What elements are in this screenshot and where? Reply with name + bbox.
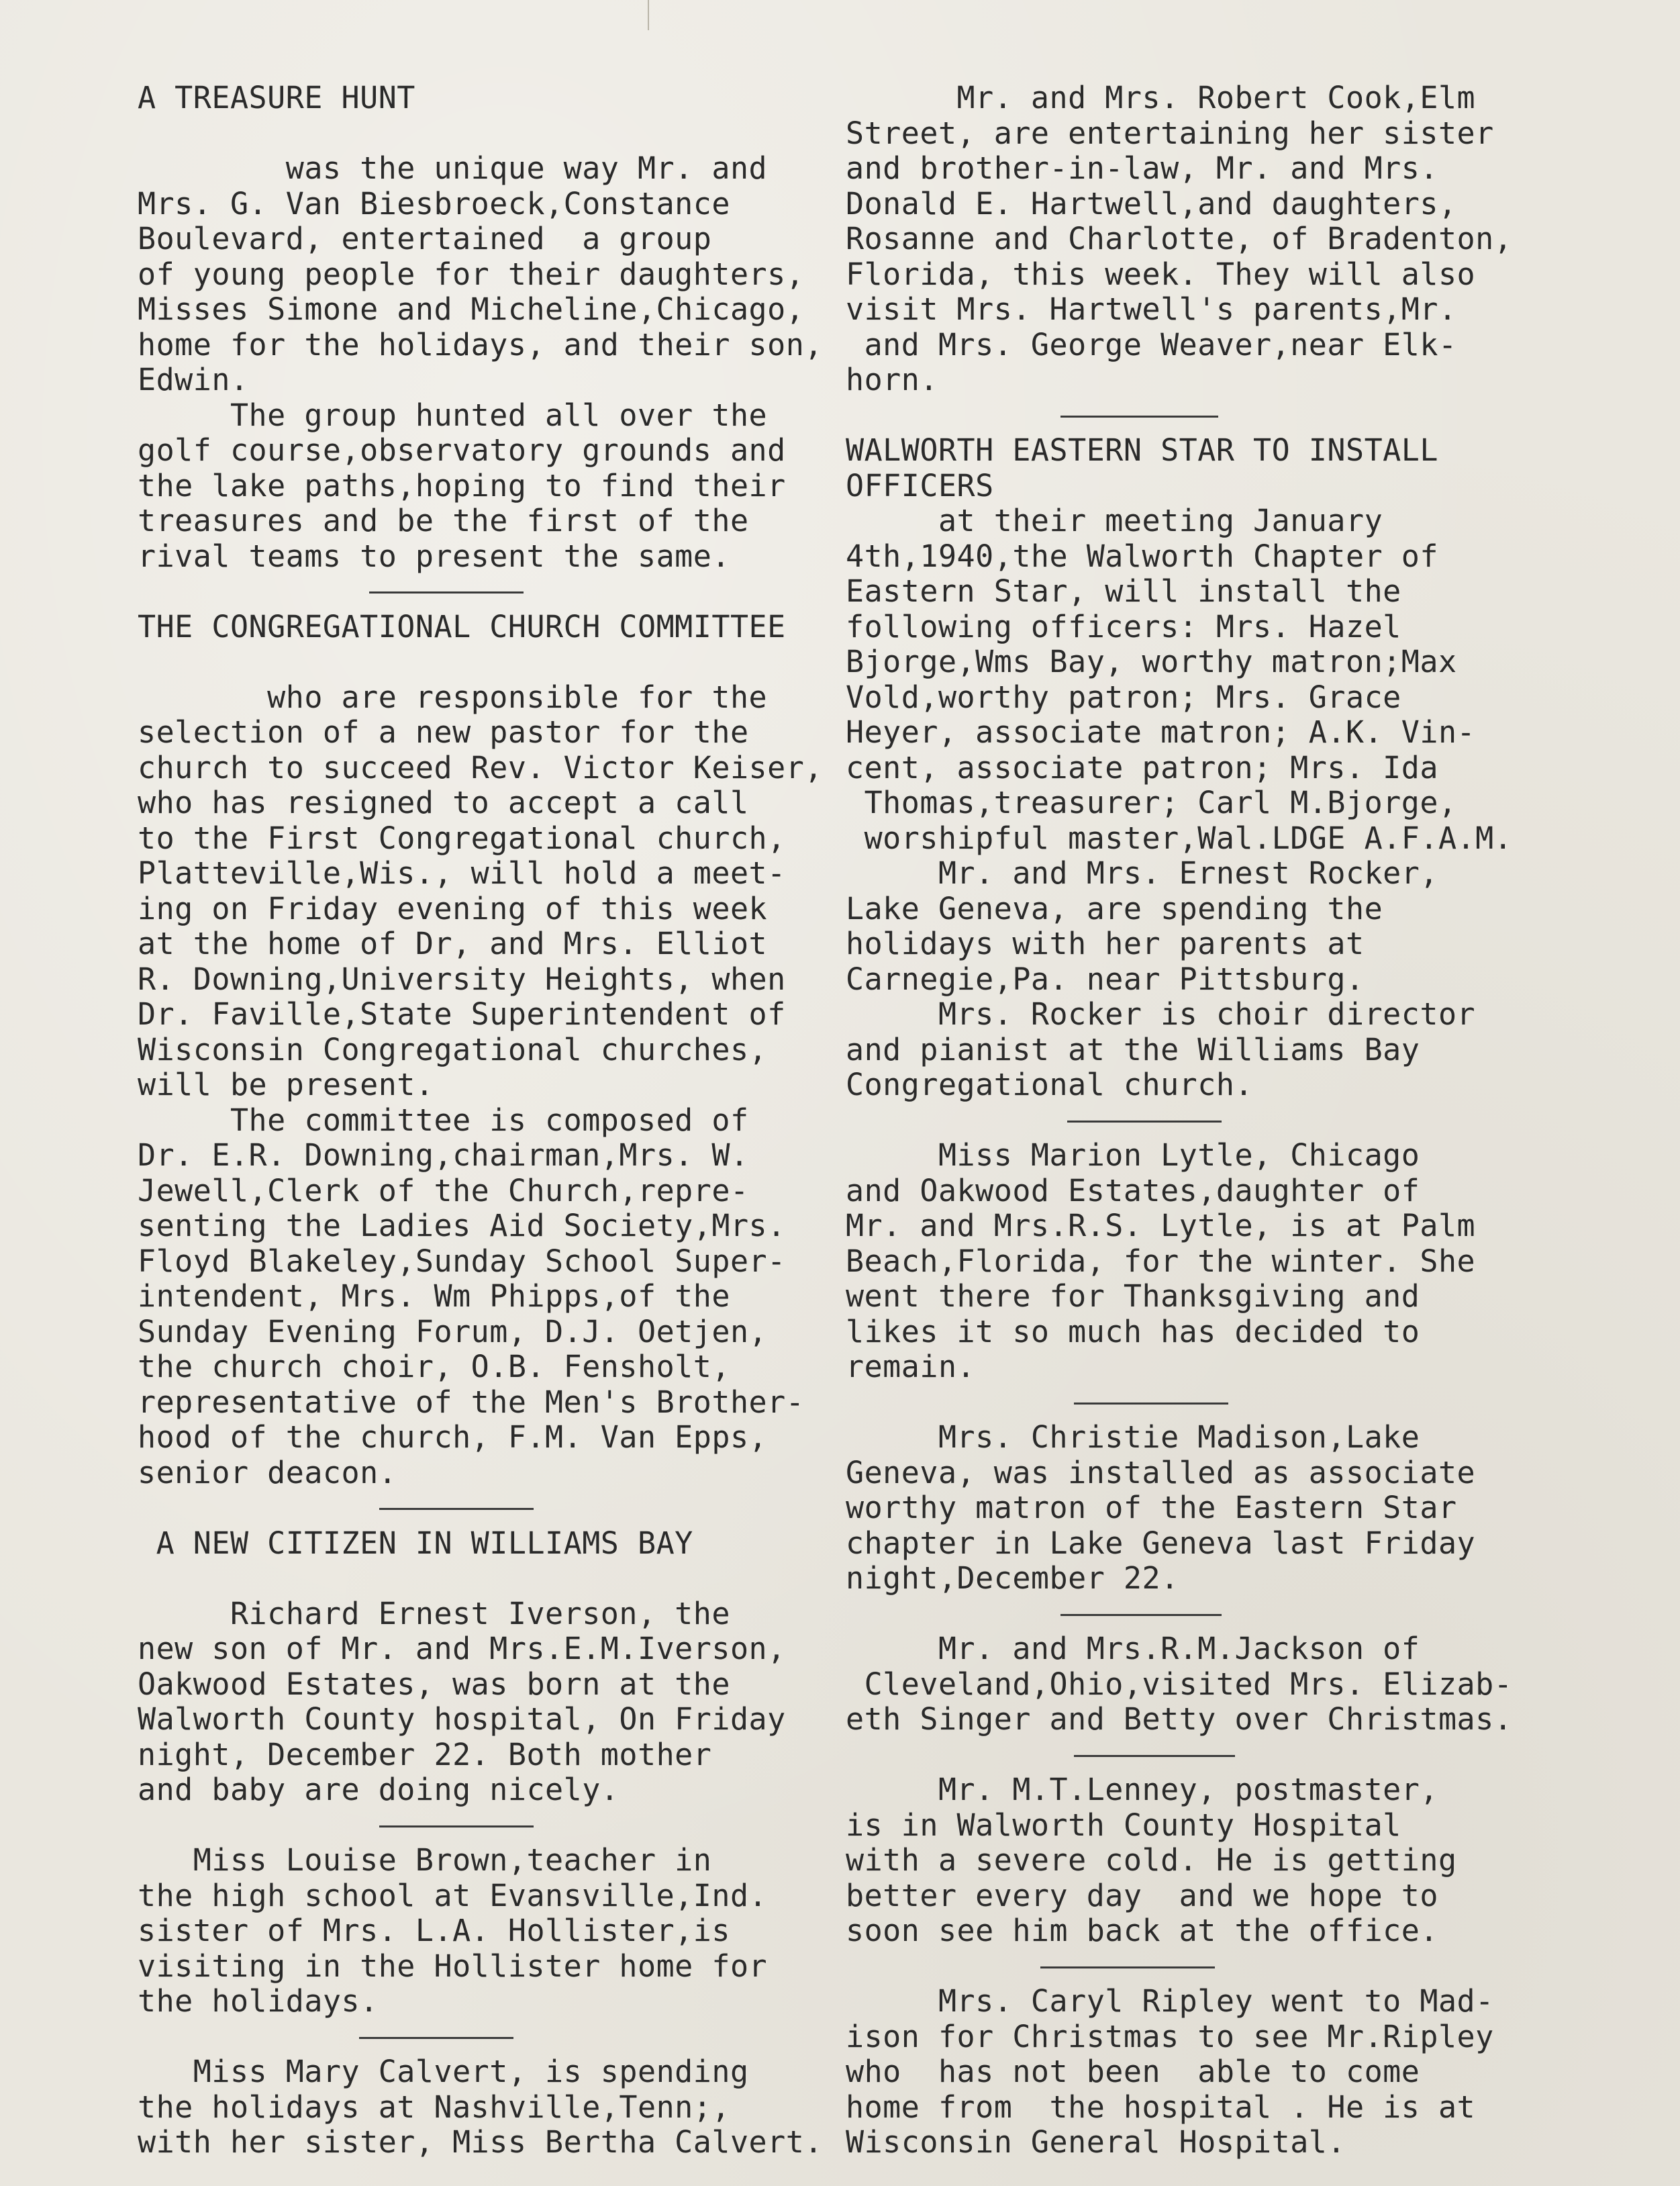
text-line: Beach,Florida, for the winter. She bbox=[846, 1243, 1476, 1279]
text-line: at their meeting January bbox=[846, 503, 1383, 538]
text-line: Richard Ernest Iverson, the bbox=[138, 1595, 730, 1631]
text-line: with her sister, Miss Bertha Calvert. bbox=[138, 2124, 823, 2160]
text-line: intendent, Mrs. Wm Phipps,of the bbox=[138, 1278, 730, 1314]
text-line: Florida, this week. They will also bbox=[846, 256, 1476, 292]
text-line: Sunday Evening Forum, D.J. Oetjen, bbox=[138, 1313, 768, 1349]
text-line: went there for Thanksgiving and bbox=[846, 1278, 1420, 1314]
text-line: the church choir, O.B. Fensholt, bbox=[138, 1349, 730, 1384]
text-line: Mrs. Caryl Ripley went to Mad- bbox=[846, 1983, 1494, 2019]
text-line: representative of the Men's Brother- bbox=[138, 1384, 805, 1420]
text-line: night, December 22. Both mother bbox=[138, 1736, 712, 1772]
article-divider bbox=[846, 398, 1591, 434]
text-line: Mrs. Christie Madison,Lake bbox=[846, 1419, 1420, 1455]
text-line: Miss Mary Calvert, is spending bbox=[138, 2054, 749, 2089]
article-divider bbox=[846, 1385, 1591, 1421]
text-line: who are responsible for the bbox=[138, 679, 768, 715]
text-line: Mrs. G. Van Biesbroeck,Constance bbox=[138, 185, 730, 222]
text-line: worthy matron of the Eastern Star bbox=[846, 1490, 1457, 1525]
text-line: the lake paths,hoping to find their bbox=[138, 467, 786, 504]
text-line: and Oakwood Estates,daughter of bbox=[846, 1172, 1420, 1208]
text-line: Street, are entertaining her sister bbox=[846, 115, 1494, 151]
text-line: Thomas,treasurer; Carl M.Bjorge, bbox=[846, 785, 1457, 820]
fold-crease bbox=[648, 0, 649, 30]
article-divider bbox=[138, 2019, 869, 2055]
text-line: will be present. bbox=[138, 1067, 434, 1102]
text-line: R. Downing,University Heights, when bbox=[138, 961, 786, 997]
text-line: Miss Louise Brown,teacher in bbox=[138, 1842, 712, 1878]
text-line: holidays with her parents at bbox=[846, 926, 1365, 961]
text-line: Boulevard, entertained a group bbox=[138, 221, 712, 256]
article-divider bbox=[138, 1490, 869, 1526]
text-line: Donald E. Hartwell,and daughters, bbox=[846, 185, 1457, 222]
text-line: Wisconsin Congregational churches, bbox=[138, 1031, 768, 1067]
text-line: selection of a new pastor for the bbox=[138, 714, 749, 750]
text-line: OFFICERS bbox=[846, 467, 994, 504]
text-line: treasures and be the first of the bbox=[138, 503, 749, 538]
article-divider bbox=[846, 1949, 1591, 1985]
text-line: ing on Friday evening of this week bbox=[138, 890, 768, 926]
text-line: Oakwood Estates, was born at the bbox=[138, 1666, 730, 1702]
text-line: who has resigned to accept a call bbox=[138, 785, 749, 820]
text-line: church to succeed Rev. Victor Keiser, bbox=[138, 749, 823, 786]
blank-line bbox=[138, 645, 869, 680]
blank-line bbox=[138, 1561, 869, 1597]
text-line: THE CONGREGATIONAL CHURCH COMMITTEE bbox=[138, 608, 786, 645]
text-line: Heyer, associate matron; A.K. Vin- bbox=[846, 714, 1476, 750]
text-line: rival teams to present the same. bbox=[138, 538, 730, 574]
blank-line bbox=[138, 116, 869, 152]
text-line: Misses Simone and Micheline,Chicago, bbox=[138, 291, 805, 327]
text-line: and brother-in-law, Mr. and Mrs. bbox=[846, 150, 1438, 186]
article-divider bbox=[138, 574, 869, 610]
text-line: remain. bbox=[846, 1349, 976, 1384]
text-line: horn. bbox=[846, 362, 938, 397]
text-line: Wisconsin General Hospital. bbox=[846, 2124, 1346, 2160]
text-line: likes it so much has decided to bbox=[846, 1313, 1420, 1349]
article-divider bbox=[846, 1738, 1591, 1773]
text-line: home from the hospital . He is at bbox=[846, 2089, 1476, 2125]
text-line: senting the Ladies Aid Society,Mrs. bbox=[138, 1208, 786, 1243]
text-line: A TREASURE HUNT bbox=[138, 80, 415, 115]
text-line: Floyd Blakeley,Sunday School Super- bbox=[138, 1243, 786, 1279]
text-line: cent, associate patron; Mrs. Ida bbox=[846, 749, 1438, 786]
text-line: Mr. and Mrs.R.S. Lytle, is at Palm bbox=[846, 1208, 1476, 1243]
text-line: the high school at Evansville,Ind. bbox=[138, 1877, 768, 1913]
text-line: Vold,worthy patron; Mrs. Grace bbox=[846, 679, 1401, 715]
text-line: golf course,observatory grounds and bbox=[138, 432, 786, 468]
text-line: better every day and we hope to bbox=[846, 1877, 1438, 1913]
text-line: worshipful master,Wal.LDGE A.F.A.M. bbox=[846, 820, 1513, 856]
text-line: Lake Geneva, are spending the bbox=[846, 890, 1383, 926]
text-line: The committee is composed of bbox=[138, 1102, 749, 1138]
text-line: Mr. and Mrs. Robert Cook,Elm bbox=[846, 80, 1476, 115]
text-line: Mr. and Mrs. Ernest Rocker, bbox=[846, 855, 1438, 891]
article-divider bbox=[846, 1597, 1591, 1632]
text-line: Bjorge,Wms Bay, worthy matron;Max bbox=[846, 644, 1457, 679]
text-line: Mr. M.T.Lenney, postmaster, bbox=[846, 1772, 1438, 1807]
text-line: Geneva, was installed as associate bbox=[846, 1454, 1476, 1490]
text-line: Cleveland,Ohio,visited Mrs. Elizab- bbox=[846, 1666, 1513, 1702]
text-line: to the First Congregational church, bbox=[138, 820, 786, 856]
text-line: at the home of Dr, and Mrs. Elliot bbox=[138, 926, 768, 961]
text-line: The group hunted all over the bbox=[138, 397, 768, 433]
text-line: the holidays at Nashville,Tenn;, bbox=[138, 2089, 730, 2125]
left-column bbox=[138, 81, 869, 2160]
text-line: WALWORTH EASTERN STAR TO INSTALL bbox=[846, 432, 1438, 468]
text-line: ison for Christmas to see Mr.Ripley bbox=[846, 2018, 1494, 2054]
text-line: and Mrs. George Weaver,near Elk- bbox=[846, 326, 1457, 363]
right-column bbox=[846, 81, 1591, 2160]
text-line: following officers: Mrs. Hazel bbox=[846, 608, 1401, 645]
text-line: with a severe cold. He is getting bbox=[846, 1842, 1457, 1878]
text-line: Jewell,Clerk of the Church,repre- bbox=[138, 1172, 749, 1208]
text-line: Mrs. Rocker is choir director bbox=[846, 996, 1476, 1032]
text-line: and baby are doing nicely. bbox=[138, 1772, 620, 1807]
text-line: Dr. Faville,State Superintendent of bbox=[138, 996, 786, 1032]
text-line: Rosanne and Charlotte, of Bradenton, bbox=[846, 221, 1513, 256]
text-line: is in Walworth County Hospital bbox=[846, 1807, 1401, 1843]
text-line: new son of Mr. and Mrs.E.M.Iverson, bbox=[138, 1631, 786, 1666]
text-line: Carnegie,Pa. near Pittsburg. bbox=[846, 961, 1365, 997]
text-line: visiting in the Hollister home for bbox=[138, 1948, 768, 1984]
text-line: 4th,1940,the Walworth Chapter of bbox=[846, 538, 1438, 574]
text-line: and pianist at the Williams Bay bbox=[846, 1031, 1420, 1067]
text-line: home for the holidays, and their son, bbox=[138, 326, 823, 363]
text-line: Edwin. bbox=[138, 362, 249, 397]
text-line: Mr. and Mrs.R.M.Jackson of bbox=[846, 1631, 1420, 1666]
article-divider bbox=[138, 1808, 869, 1844]
text-line: Platteville,Wis., will hold a meet- bbox=[138, 855, 786, 891]
text-line: the holidays. bbox=[138, 1983, 379, 2019]
text-line: soon see him back at the office. bbox=[846, 1913, 1438, 1948]
text-line: chapter in Lake Geneva last Friday bbox=[846, 1525, 1476, 1561]
text-line: night,December 22. bbox=[846, 1560, 1179, 1596]
text-line: was the unique way Mr. and bbox=[138, 150, 768, 186]
text-line: A NEW CITIZEN IN WILLIAMS BAY bbox=[138, 1525, 693, 1561]
text-line: sister of Mrs. L.A. Hollister,is bbox=[138, 1913, 730, 1948]
article-divider bbox=[846, 1103, 1591, 1139]
text-line: Dr. E.R. Downing,chairman,Mrs. W. bbox=[138, 1137, 749, 1173]
text-line: Walworth County hospital, On Friday bbox=[138, 1701, 786, 1737]
text-line: Congregational church. bbox=[846, 1067, 1254, 1102]
text-line: of young people for their daughters, bbox=[138, 256, 805, 292]
text-line: Miss Marion Lytle, Chicago bbox=[846, 1137, 1420, 1173]
text-line: hood of the church, F.M. Van Epps, bbox=[138, 1419, 768, 1455]
text-line: Eastern Star, will install the bbox=[846, 573, 1401, 609]
text-line: eth Singer and Betty over Christmas. bbox=[846, 1701, 1513, 1737]
text-line: visit Mrs. Hartwell's parents,Mr. bbox=[846, 291, 1457, 327]
text-line: senior deacon. bbox=[138, 1454, 397, 1490]
text-line: who has not been able to come bbox=[846, 2054, 1420, 2089]
